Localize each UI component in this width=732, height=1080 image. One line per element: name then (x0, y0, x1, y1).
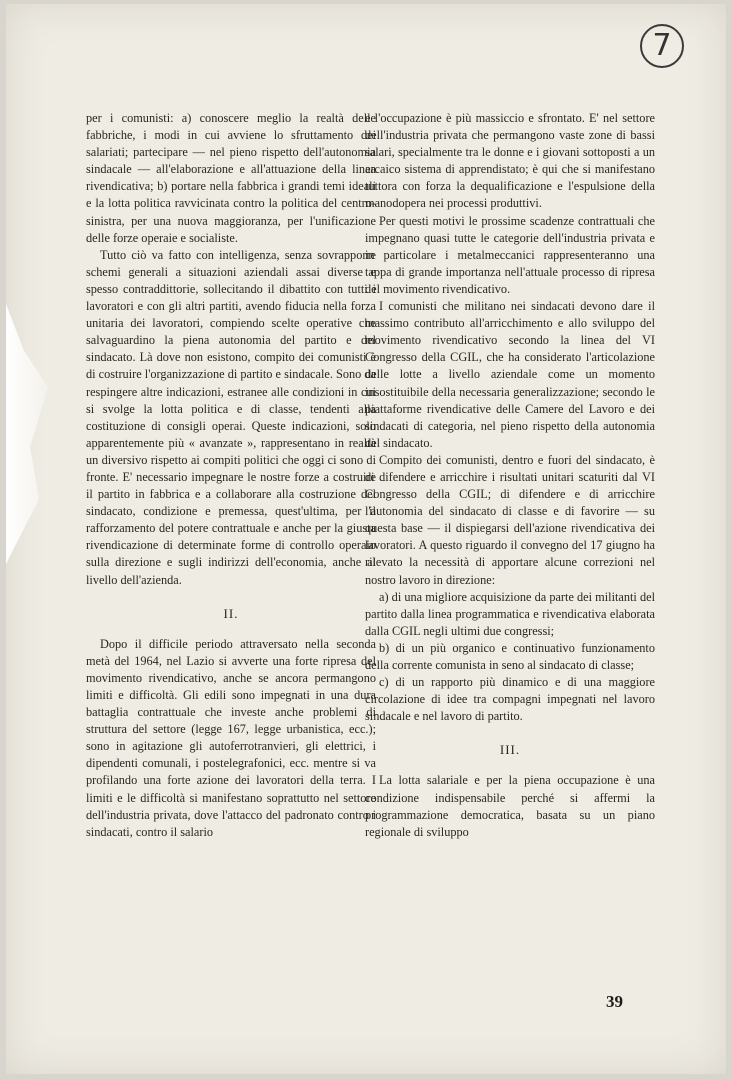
paragraph: per i comunisti: a) conoscere meglio la realtà delle fabbriche, i modi in cui avviene lo sfruttamento dei salariati; partecipare — nel pieno rispetto dell'autonomia sindacale — all'elaborazione e all'attuazione della linea rivendicativa; b) portare nella fabbrica i grandi temi ideali e la lotta politica ravvicinata contro la politica del centro-sinistra, per una nuova maggioranza, per l'unificazione delle forze operaie e socialiste. (86, 111, 376, 245)
paragraph: Per questi motivi le prossime scadenze contrattuali che impegnano quasi tutte le categorie dell'industria privata e in particolare i metalmeccanici rappresenteranno una tappa di grande importanza nell'attuale processo di ripresa del movimento rivendicativo. (365, 213, 655, 296)
paragraph: Dopo il difficile periodo attraversato nella seconda metà del 1964, nel Lazio si avverte una forte ripresa del movimento rivendicativo, anche se ancora permangono limiti e difficoltà. Gli edili sono impegnati in una dura battaglia contrattuale che investe anche problemi di struttura del settore (legge 167, legge urbanistica, ecc.); sono in agitazione gli autoferrotranvieri, gli elettrici, i dipendenti comunali, i postelegrafonici, ecc. mentre si va profilando una forte azione dei lavoratori della terra. I limiti e le difficoltà si manifestano soprattutto nel settore dell'industria privata, dove l'attacco del padronato contro i sindacati, contro il salario (86, 636, 376, 839)
list-item: a) di una migliore acquisizione da parte dei militanti del partito dalla linea programmatica e rivendicativa elaborata dalla CGIL negli ultimi due congressi; (365, 589, 655, 638)
section-heading-ii: II. (223, 605, 239, 621)
list-item: c) di un rapporto più dinamico e di una maggiore circolazione di idee tra compagni impegnati nel lavoro sindacale e nel lavoro di partito. (365, 675, 655, 724)
document-page (6, 4, 726, 1074)
section-heading-iii: III. (499, 742, 521, 758)
left-column (86, 110, 376, 841)
paragraph: Tutto ciò va fatto con intelligenza, senza sovrapporre schemi generali a situazioni aziendali assai diverse e spesso contraddittorie, sollecitando il dibattito con tutti i lavoratori e con gli altri partiti, avendo fiducia nella forza unitaria dei lavoratori, compiendo scelte operative che salvaguardino la piena autonomia del partito e del sindacato. Là dove non esistono, compito dei comunisti è di costruire l'organizzazione di partito e sindacale. Sono da respingere altre indicazioni, estranee alle condizioni in cui si svolge la lotta politica e di classe, tendenti alla costituzione di consigli operai. Queste indicazioni, solo apparentemente più « avanzate », rappresentano in realtà un diversivo rispetto ai compiti politici che oggi ci sono di fronte. E' necessario impegnare le nostre forze a costruire il partito in fabbrica e a collaborare alla costruzione del sindacato, condizione e premessa, quest'ultima, per il rafforzamento del potere contrattuale e anche per la giusta rivendicazione di determinate forme di controllo operaio sulla direzione e sugli indirizzi dell'economia, anche al livello dell'azienda. (86, 247, 376, 587)
right-column (365, 110, 655, 841)
list-item: b) di un più organico e continuativo funzionamento della corrente comunista in seno al sindacato di classe; (365, 640, 655, 672)
torn-edge (6, 304, 66, 564)
paragraph: I comunisti che militano nei sindacati devono dare il massimo contributo all'arricchimento e allo sviluppo del movimento rivendicativo secondo la linea del VI Congresso della CGIL, che ha considerato l'articolazione delle lotte a livello aziendale come un momento insostituibile della necessaria generalizzazione; secondo le piattaforme rivendicative delle Camere del Lavoro e dei sindacati di categoria, nel pieno rispetto della autonomia del sindacato. (365, 299, 655, 450)
paragraph: Compito dei comunisti, dentro e fuori del sindacato, è di difendere e arricchire i risultati unitari scaturiti dal VI Congresso della CGIL; di difendere e di arricchire l'autonomia del sindacato di classe e di favorire — su questa base — il dispiegarsi dell'azione rivendicativa dei lavoratori. A questo riguardo il convegno del 17 giugno ha rilevato la necessità di apportare alcune correzioni nel nostro lavoro in direzione: (365, 452, 655, 587)
paragraph: La lotta salariale e per la piena occupazione è una condizione indispensabile perché si affermi la programmazione democratica, basata su un piano regionale di sviluppo (365, 773, 655, 839)
handwritten-page-mark: 7 (640, 24, 684, 68)
paragraph: e l'occupazione è più massiccio e sfrontato. E' nel settore dell'industria privata che permangono vaste zone di bassi salari, specialmente tra le donne e i giovani sottoposti a un arcaico sistema di apprendistato; è qui che si manifestano tuttora con forza la dequalificazione e l'espulsione della manodopera nei processi produttivi. (365, 111, 655, 211)
page-number: 39 (606, 992, 623, 1011)
